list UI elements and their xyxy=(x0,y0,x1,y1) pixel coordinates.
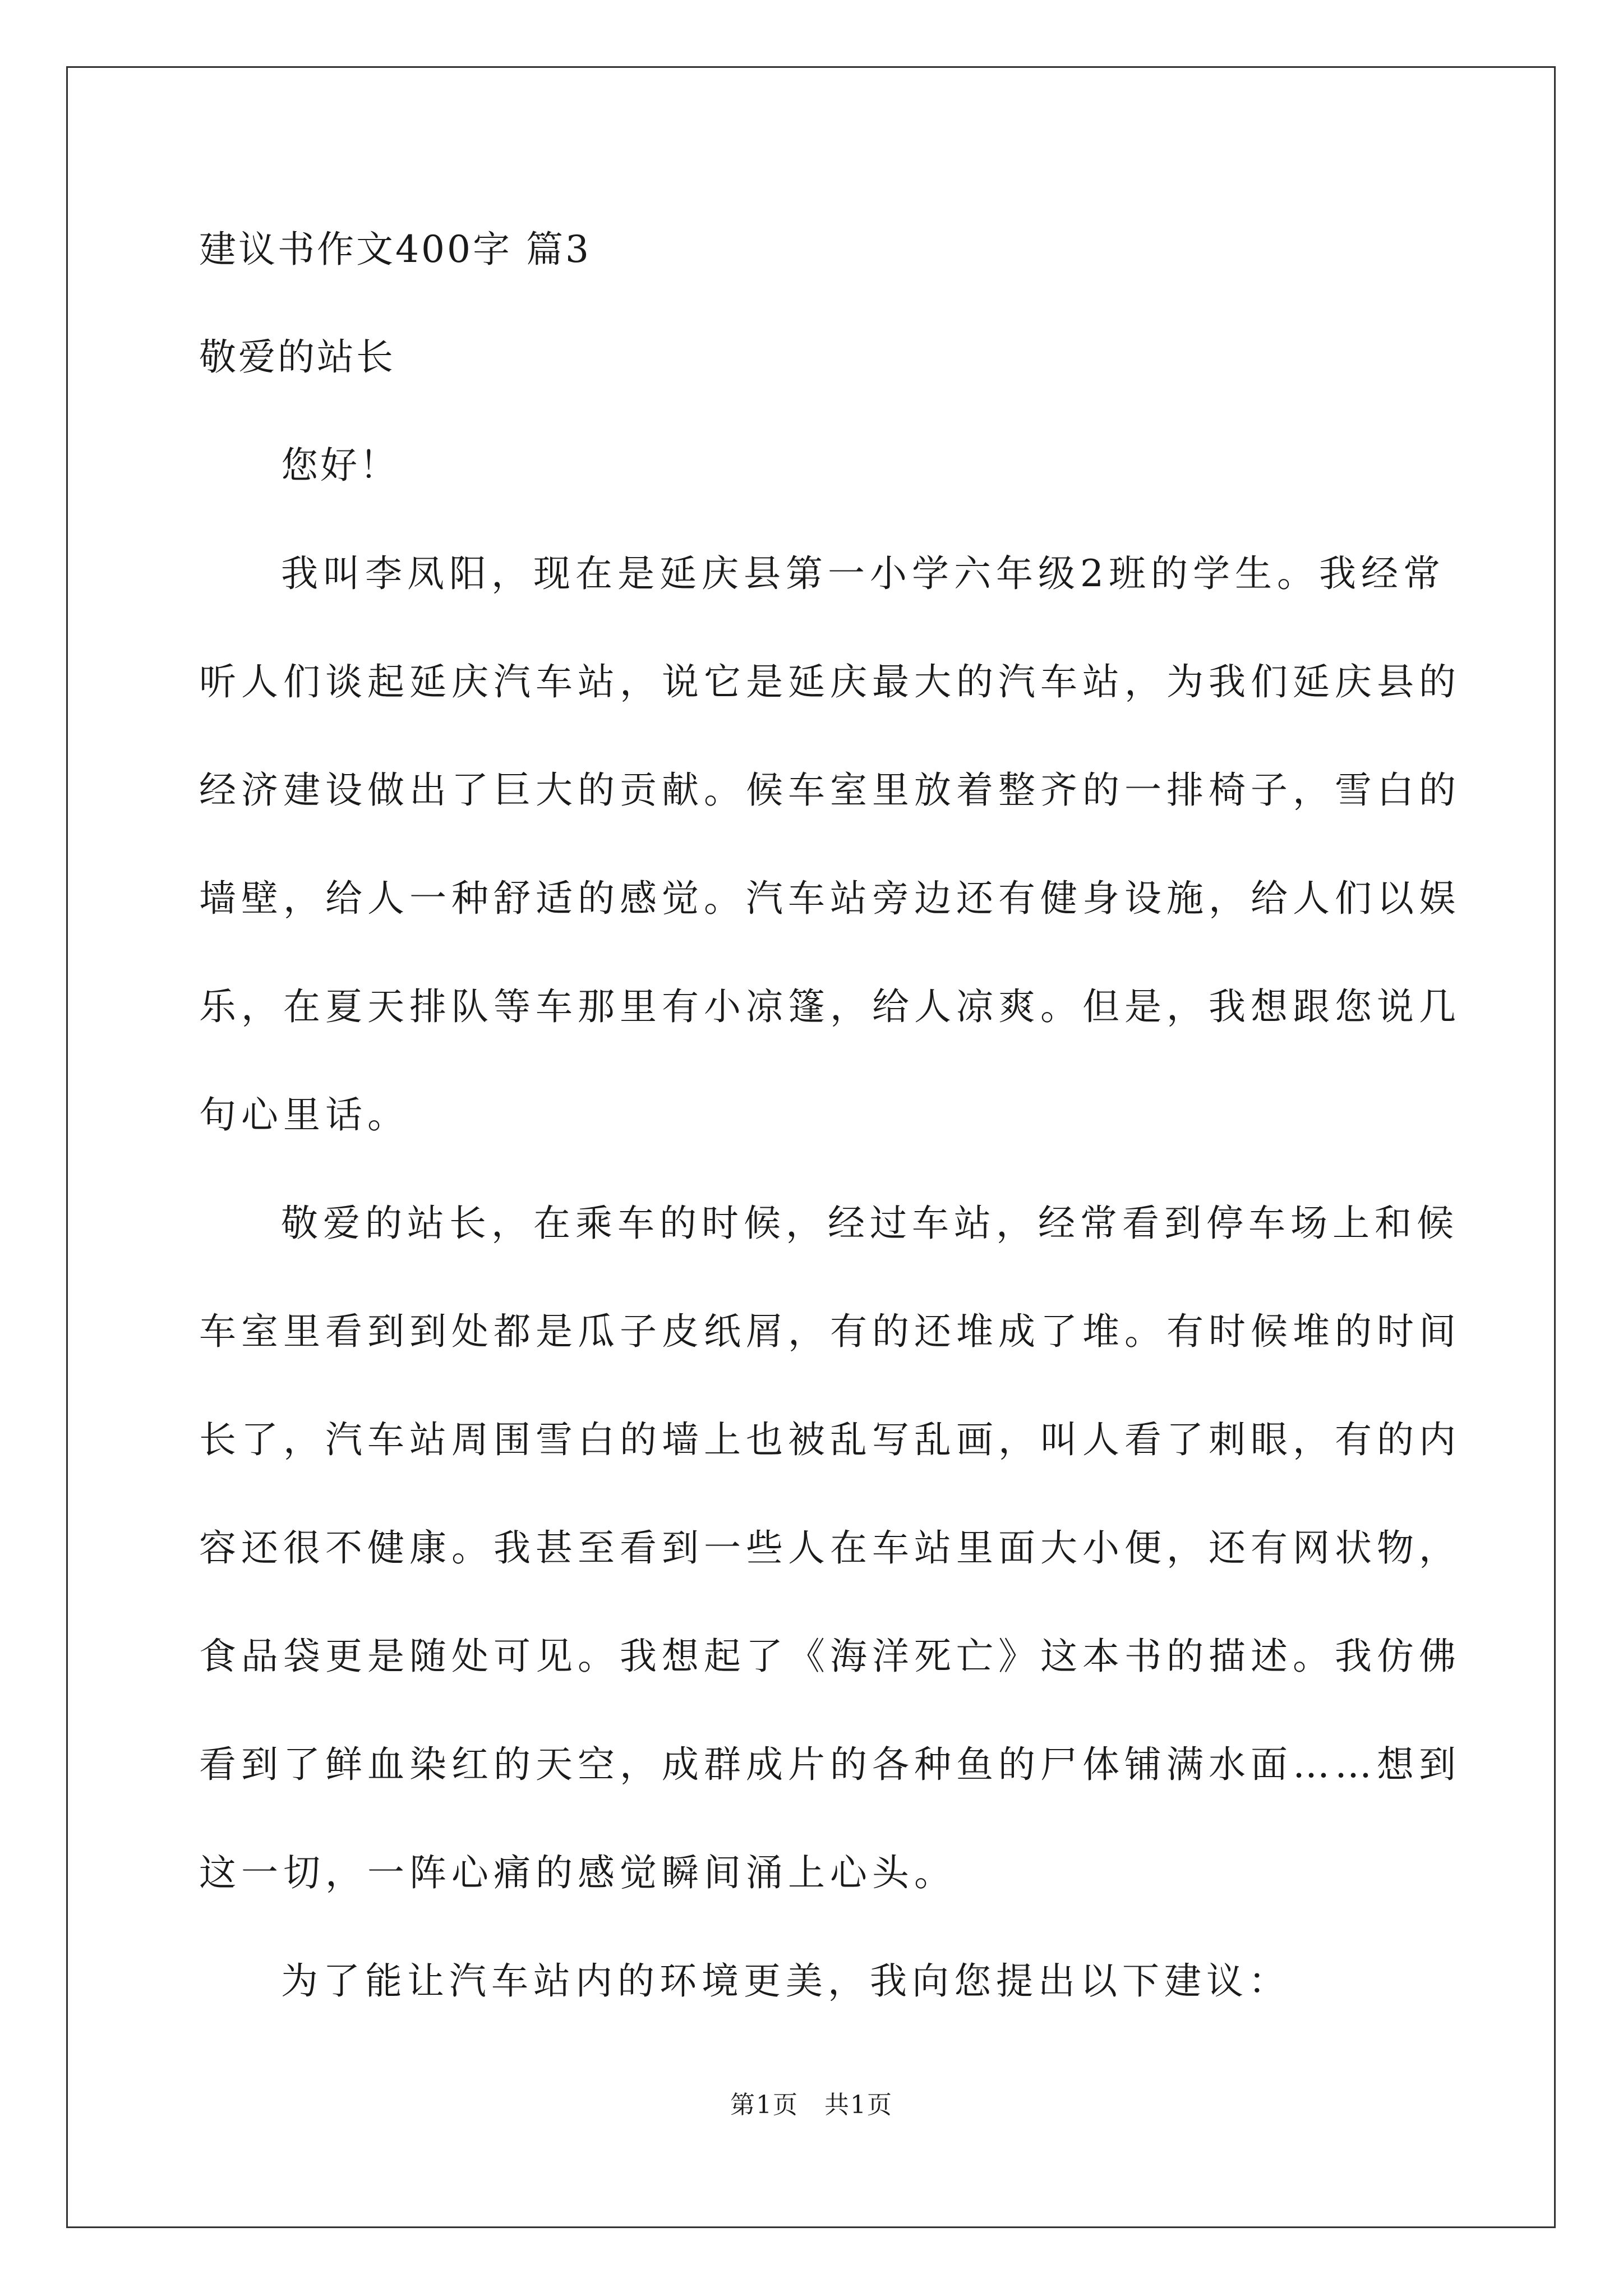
paragraph-line: 容还很不健康。我甚至看到一些人在车站里面大小便，还有网状物， xyxy=(199,1526,1461,1570)
paragraph-line: 乐，在夏天排队等车那里有小凉篷，给人凉爽。但是，我想跟您说几 xyxy=(199,985,1461,1028)
paragraph-line: 墙壁，给人一种舒适的感觉。汽车站旁边还有健身设施，给人们以娱 xyxy=(199,877,1461,920)
paragraph-line: 为了能让汽车站内的环境更美，我向您提出以下建议： xyxy=(281,1959,1290,2003)
paragraph-line: 看到了鲜血染红的天空，成群成片的各种鱼的尸体铺满水面……想到 xyxy=(199,1743,1461,1786)
greeting: 您好！ xyxy=(281,444,399,487)
salutation: 敬爱的站长 xyxy=(199,335,395,379)
paragraph-line: 听人们谈起延庆汽车站，说它是延庆最大的汽车站，为我们延庆县的 xyxy=(199,660,1461,703)
paragraph-line: 车室里看到到处都是瓜子皮纸屑，有的还堆成了堆。有时候堆的时间 xyxy=(199,1310,1461,1353)
document-title: 建议书作文400字 篇3 xyxy=(199,228,591,271)
paragraph-line: 我叫李凤阳，现在是延庆县第一小学六年级2班的学生。我经常 xyxy=(281,552,1445,595)
page-border xyxy=(66,66,1556,2228)
paragraph-line: 敬爱的站长，在乘车的时候，经过车站，经常看到停车场上和候 xyxy=(281,1202,1459,1245)
paragraph-line: 食品袋更是随处可见。我想起了《海洋死亡》这本书的描述。我仿佛 xyxy=(199,1635,1461,1678)
paragraph-line: 句心里话。 xyxy=(199,1093,409,1137)
paragraph-line: 这一切，一阵心痛的感觉瞬间涌上心头。 xyxy=(199,1851,956,1894)
paragraph-line: 长了，汽车站周围雪白的墙上也被乱写乱画，叫人看了刺眼，有的内 xyxy=(199,1418,1461,1461)
page-number-footer: 第1页 共1页 xyxy=(730,2091,893,2119)
paragraph-line: 经济建设做出了巨大的贡献。候车室里放着整齐的一排椅子，雪白的 xyxy=(199,769,1461,812)
